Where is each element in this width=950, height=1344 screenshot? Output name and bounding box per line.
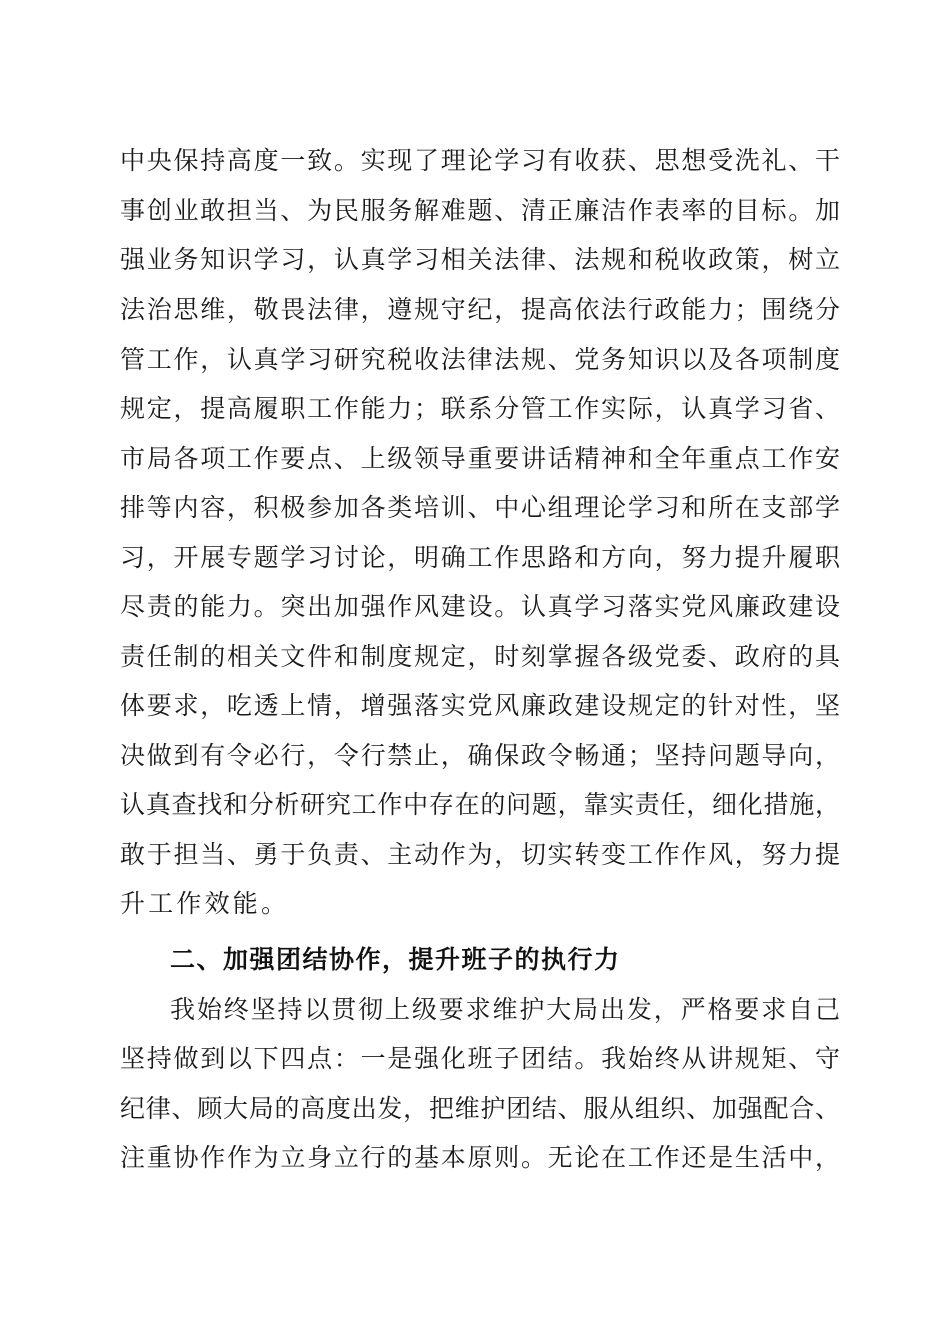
body-text-line: 管工作，认真学习研究税收法律法规、党务知识以及各项制度 (120, 345, 840, 374)
body-text-line: 事创业敢担当、为民服务解难题、清正廉洁作表率的目标。加 (120, 196, 840, 225)
body-text-line: 体要求，吃透上情，增强落实党风廉政建设规定的针对性，坚 (120, 691, 840, 720)
body-text-line: 市局各项工作要点、上级领导重要讲话精神和全年重点工作安 (120, 444, 840, 473)
body-text-line: 我始终坚持以贯彻上级要求维护大局出发，严格要求自己 (170, 995, 840, 1024)
body-text-line: 习，开展专题学习讨论，明确工作思路和方向，努力提升履职 (120, 543, 840, 572)
body-text-line: 强业务知识学习，认真学习相关法律、法规和税收政策，树立 (120, 245, 840, 274)
body-text-line: 决做到有令必行，令行禁止，确保政令畅通；坚持问题导向， (120, 741, 840, 770)
body-text-line: 中央保持高度一致。实现了理论学习有收获、思想受洗礼、干 (120, 146, 840, 175)
body-text-line: 认真查找和分析研究工作中存在的问题，靠实责任，细化措施， (120, 790, 840, 819)
body-text-line: 排等内容，积极参加各类培训、中心组理论学习和所在支部学 (120, 493, 840, 522)
body-text-line: 坚持做到以下四点：一是强化班子团结。我始终从讲规矩、守 (120, 1044, 840, 1073)
body-text-line: 法治思维，敬畏法律，遵规守纪，提高依法行政能力；围绕分 (120, 295, 840, 324)
body-text-line: 尽责的能力。突出加强作风建设。认真学习落实党风廉政建设 (120, 592, 840, 621)
body-text-line: 规定，提高履职工作能力；联系分管工作实际，认真学习省、 (120, 394, 840, 423)
body-text-line: 纪律、顾大局的高度出发，把维护团结、服从组织、加强配合、 (120, 1094, 840, 1123)
body-text-line: 注重协作作为立身立行的基本原则。无论在工作还是生活中， (120, 1143, 840, 1172)
body-text-line: 升工作效能。 (120, 889, 290, 918)
section-heading: 二、加强团结协作，提升班子的执行力 (170, 945, 621, 974)
body-text-line: 敢于担当、勇于负责、主动作为，切实转变工作作风，努力提 (120, 840, 840, 869)
body-text-line: 责任制的相关文件和制度规定，时刻掌握各级党委、政府的具 (120, 642, 840, 671)
